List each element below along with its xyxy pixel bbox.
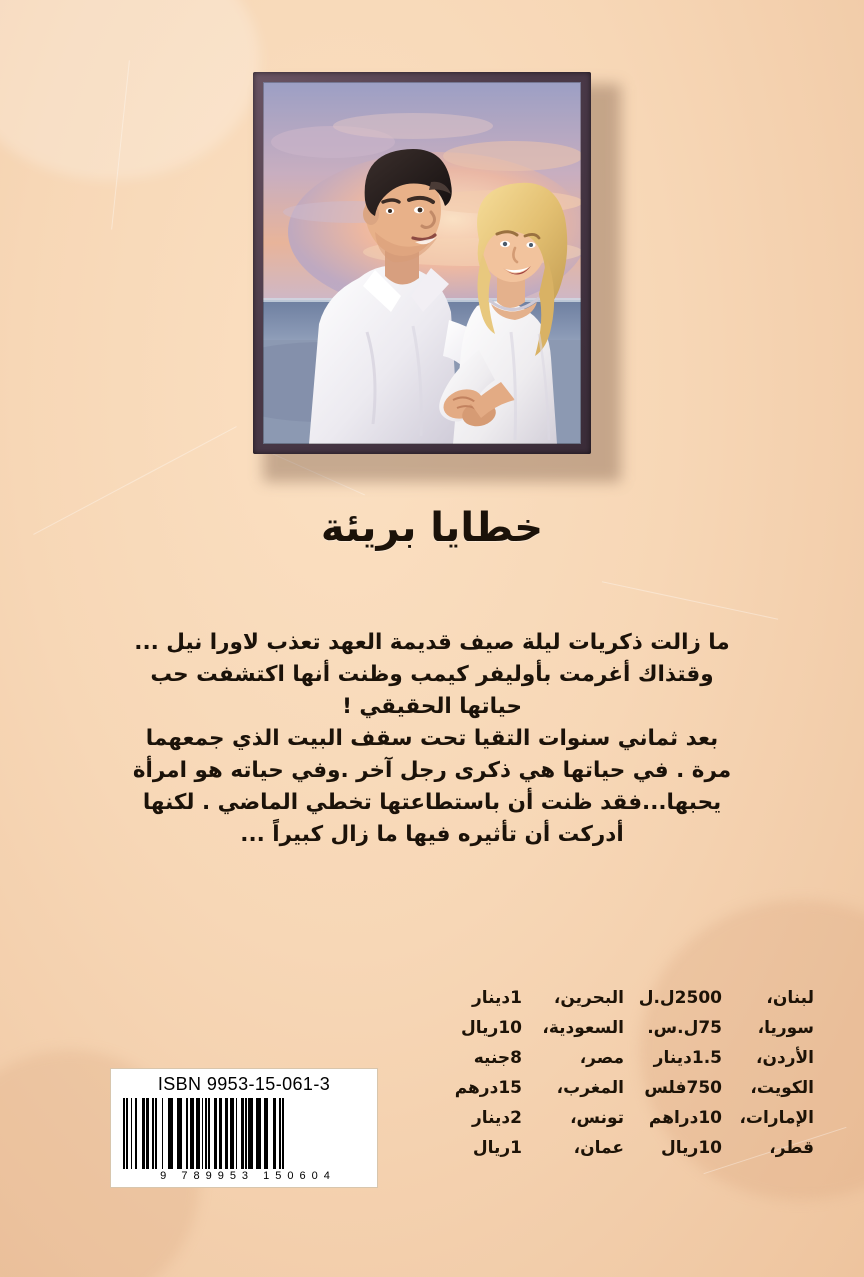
price-country: سوريا، [757,1018,814,1038]
price-row [404,1108,624,1134]
book-title: خطايا بريئة [320,505,544,551]
price-amount: 15درهم [454,1078,522,1098]
blurb-line: أدركت أن تأثيره فيها ما زال كبيراً ... [240,822,624,847]
price-amount: 10ريال [461,1018,522,1038]
blurb-line: بعد ثماني سنوات التقيا تحت سقف البيت الذي جمعهما [145,726,719,751]
price-country: الإمارات، [739,1108,814,1128]
barcode-bar [282,1098,284,1169]
price-row [404,988,624,1014]
paper-scratch [602,581,778,619]
price-row [624,1078,814,1104]
price-row [404,1048,624,1074]
barcode-block [110,1068,378,1188]
price-amount: 1ريال [472,1138,522,1158]
blurb-line: مرة . في حياتها هي ذكرى رجل آخر .وفي حياته هو امرأة [132,758,732,783]
price-amount: 10دراهم [648,1108,722,1128]
paper-blotch [0,0,260,180]
price-column-right [624,988,814,1164]
price-country: تونس، [570,1108,624,1128]
couple-artwork [263,82,581,444]
price-row [624,1018,814,1044]
price-country: البحرين، [553,988,624,1008]
price-list [404,988,814,1164]
price-country: مصر، [579,1048,624,1068]
price-column-left [404,988,624,1164]
blurb-line: حياتها الحقيقي ! [342,694,522,719]
blurb-line: وقتذاك أغرمت بأوليفر كيمب وظنت أنها اكتشفت حب [150,662,714,687]
price-row [624,1048,814,1074]
back-cover-blurb [120,627,744,851]
paper-scratch [111,60,130,229]
price-amount: 10ريال [661,1138,722,1158]
barcode-bars [119,1098,369,1169]
price-country: عمان، [573,1138,624,1158]
illustration-canvas [263,82,581,444]
price-country: المغرب، [556,1078,624,1098]
illustration-frame [253,72,591,454]
price-amount: 75ل.س. [647,1018,722,1038]
price-amount: 1.5دينار [653,1048,722,1068]
price-row [624,988,814,1014]
price-amount: 2500ل.ل [638,988,722,1008]
cover-illustration [253,72,611,470]
price-country: لبنان، [766,988,814,1008]
price-row [404,1078,624,1104]
isbn-label: ISBN 9953-15-061-3 [157,1074,331,1094]
price-amount: 8جنيه [473,1048,522,1068]
price-country: الأردن، [756,1048,814,1068]
price-row [404,1018,624,1044]
price-country: قطر، [769,1138,814,1158]
barcode-digits: 9 789953 150604 [160,1170,336,1182]
price-country: السعودية، [542,1018,624,1038]
price-row [624,1138,814,1164]
blurb-line: يحبها...فقد ظنت أن باستطاعتها تخطي الماضي . لكنها [142,790,722,815]
price-row [404,1138,624,1164]
price-country: الكويت، [750,1078,814,1098]
price-amount: 750فلس [644,1078,722,1098]
price-row [624,1108,814,1134]
price-amount: 2دينار [471,1108,522,1128]
blurb-line: ما زالت ذكريات ليلة صيف قديمة العهد تعذب لاورا نيل ... [134,630,730,655]
price-amount: 1دينار [471,988,522,1008]
